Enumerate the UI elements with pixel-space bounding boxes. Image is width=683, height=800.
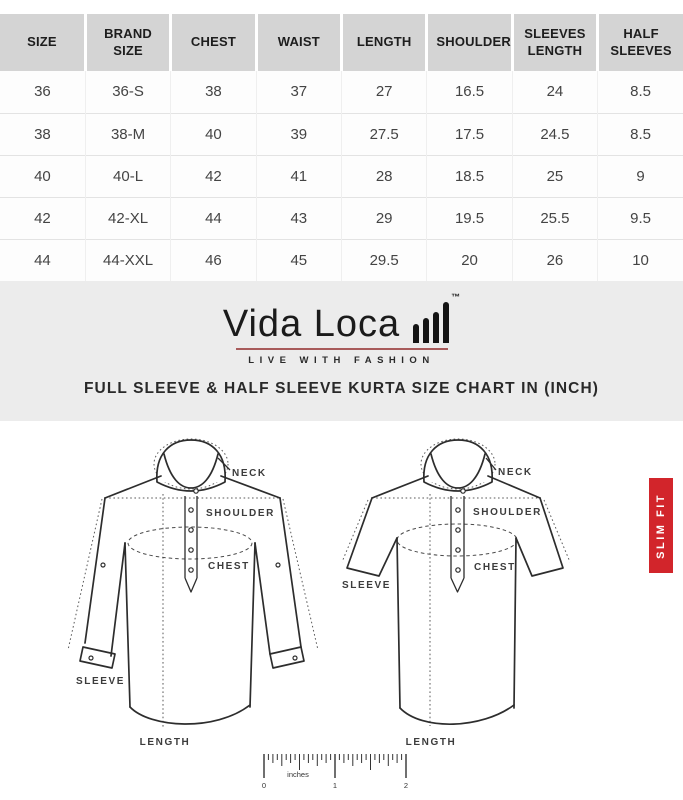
size-table-body <box>0 71 683 281</box>
neck-label: NECK <box>232 468 267 479</box>
brand-band <box>0 281 683 421</box>
length-label: LENGTH <box>405 737 457 748</box>
ruler-tick-2: 2 <box>403 781 409 790</box>
table-cell: 41 <box>256 155 341 197</box>
table-header-row <box>0 14 683 71</box>
logo-underline <box>236 348 448 350</box>
column-header-brand-size: BRAND SIZE <box>85 14 170 71</box>
table-cell: 44-XXL <box>85 239 170 281</box>
logo-bars-icon <box>409 302 449 343</box>
slim-fit-badge <box>649 478 673 573</box>
chest-label: CHEST <box>208 561 250 572</box>
column-header-size: SIZE <box>0 14 85 71</box>
table-cell: 8.5 <box>598 113 683 155</box>
table-cell: 27 <box>342 71 427 113</box>
table-cell: 17.5 <box>427 113 512 155</box>
length-label: LENGTH <box>139 737 191 748</box>
brand-tagline: LIVE WITH FASHION <box>248 355 435 366</box>
brand-logo <box>0 281 683 343</box>
table-cell: 29.5 <box>342 239 427 281</box>
table-cell: 28 <box>342 155 427 197</box>
trademark-symbol: ™ <box>451 292 461 302</box>
ruler-ticks <box>264 754 406 778</box>
slim-fit-label: SLIM FIT <box>655 492 667 559</box>
table-cell: 18.5 <box>427 155 512 197</box>
ruler-unit-label: inches <box>287 770 309 779</box>
table-cell: 20 <box>427 239 512 281</box>
table-cell: 40 <box>171 113 256 155</box>
full-sleeve-kurta-diagram <box>40 430 340 750</box>
table-cell: 45 <box>256 239 341 281</box>
table-cell: 29 <box>342 197 427 239</box>
table-row <box>0 197 683 239</box>
table-cell: 46 <box>171 239 256 281</box>
table-cell: 42 <box>0 197 85 239</box>
table-cell: 38-M <box>85 113 170 155</box>
size-table-header <box>0 14 683 71</box>
column-header-length: LENGTH <box>342 14 427 71</box>
sleeve-label: SLEEVE <box>76 676 126 687</box>
table-cell: 9 <box>598 155 683 197</box>
shoulder-label: SHOULDER <box>473 507 542 518</box>
table-cell: 39 <box>256 113 341 155</box>
brand-name: Vida Loca <box>222 303 401 345</box>
table-cell: 38 <box>0 113 85 155</box>
chart-heading: FULL SLEEVE & HALF SLEEVE KURTA SIZE CHART IN (INCH) <box>83 380 600 397</box>
table-row <box>0 239 683 281</box>
table-cell: 40-L <box>85 155 170 197</box>
table-cell: 36-S <box>85 71 170 113</box>
table-cell: 38 <box>171 71 256 113</box>
table-cell: 16.5 <box>427 71 512 113</box>
table-cell: 26 <box>512 239 597 281</box>
column-header-sleeves-length: SLEEVES LENGTH <box>512 14 597 71</box>
table-cell: 44 <box>171 197 256 239</box>
table-row <box>0 113 683 155</box>
table-cell: 25.5 <box>512 197 597 239</box>
sleeve-label: SLEEVE <box>342 580 392 591</box>
table-cell: 44 <box>0 239 85 281</box>
inch-ruler <box>258 750 418 792</box>
table-cell: 25 <box>512 155 597 197</box>
column-header-waist: WAIST <box>256 14 341 71</box>
ruler-tick-1: 1 <box>332 781 338 790</box>
table-row <box>0 71 683 113</box>
table-cell: 42 <box>171 155 256 197</box>
column-header-half-sleeves: HALF SLEEVES <box>598 14 683 71</box>
table-cell: 10 <box>598 239 683 281</box>
table-cell: 43 <box>256 197 341 239</box>
column-header-shoulder: SHOULDER <box>427 14 512 71</box>
table-cell: 37 <box>256 71 341 113</box>
shoulder-label: SHOULDER <box>206 508 275 519</box>
table-cell: 36 <box>0 71 85 113</box>
column-header-chest: CHEST <box>171 14 256 71</box>
table-cell: 8.5 <box>598 71 683 113</box>
table-cell: 24 <box>512 71 597 113</box>
half-sleeve-kurta-diagram <box>330 430 590 750</box>
table-cell: 40 <box>0 155 85 197</box>
chest-label: CHEST <box>474 562 516 573</box>
size-table <box>0 14 683 281</box>
table-cell: 27.5 <box>342 113 427 155</box>
table-cell: 42-XL <box>85 197 170 239</box>
table-row <box>0 155 683 197</box>
neck-label: NECK <box>498 467 533 478</box>
ruler-tick-0: 0 <box>261 781 267 790</box>
table-cell: 19.5 <box>427 197 512 239</box>
table-cell: 9.5 <box>598 197 683 239</box>
table-cell: 24.5 <box>512 113 597 155</box>
